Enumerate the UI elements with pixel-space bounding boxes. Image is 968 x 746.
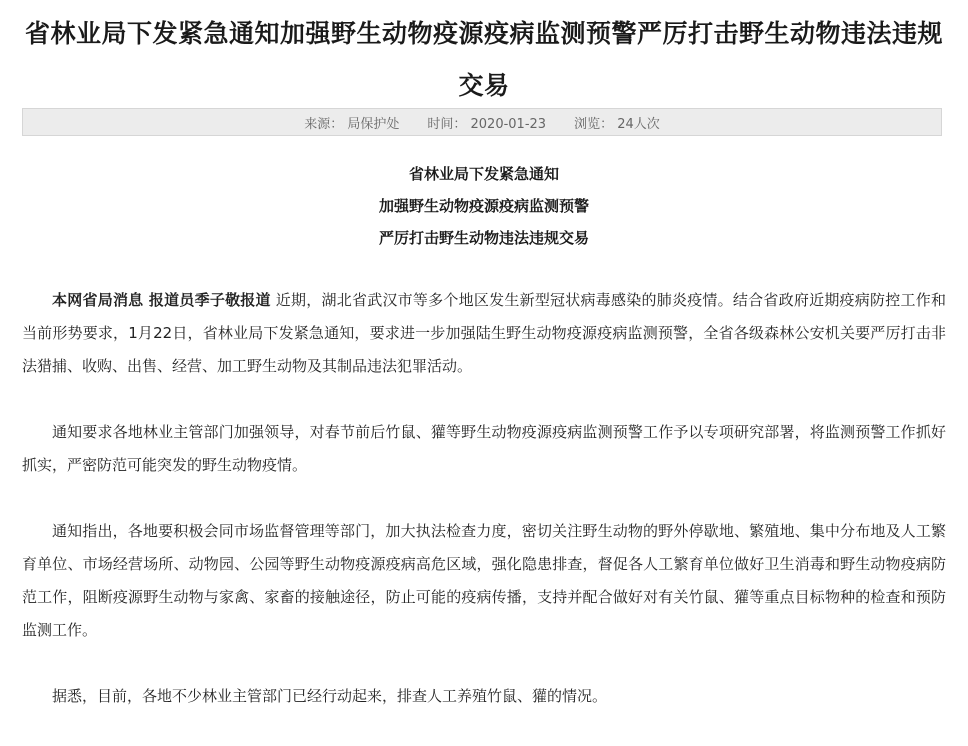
paragraph-text: 通知指出，各地要积极会同市场监督管理等部门，加大执法检查力度，密切关注野生动物的野外停歇地、繁殖地、集中分布地及人工繁育单位、市场经营场所、动物园、公园等野生动物疫源疫病高危区域，强化隐患排查，督促各人工繁育单位做好卫生消毒和野生动物疫病防范工作，阻断疫源野生动物与家禽、家畜的接触途径，防止可能的疫病传播，支持并配合做好对有关竹鼠、獾等重点目标物种的检查和预防监测工作。 bbox=[22, 522, 946, 639]
article-body bbox=[22, 284, 946, 746]
paragraph-text: 近期，湖北省武汉市等多个地区发生新型冠状病毒感染的肺炎疫情。结合省政府近期疫病防控工作和当前形势要求，1月22日，省林业局下发紧急通知，要求进一步加强陆生野生动物疫源疫病监测预警，全省各级森林公安机关要严厉打击非法猎捕、收购、出售、经营、加工野生动物及其制品违法犯罪活动。 bbox=[22, 291, 946, 375]
article-paragraph bbox=[22, 416, 946, 482]
meta-source: 来源： 局保护处 bbox=[304, 116, 400, 132]
byline: 本网省局消息 报道员季子敬报道 bbox=[52, 291, 271, 309]
subtitle-line: 省林业局下发紧急通知 bbox=[408, 165, 559, 183]
subtitle-line: 严厉打击野生动物违法违规交易 bbox=[378, 229, 589, 247]
subtitle-line: 加强野生动物疫源疫病监测预警 bbox=[378, 197, 589, 215]
paragraph-text: 通知要求各地林业主管部门加强领导，对春节前后竹鼠、獾等野生动物疫源疫病监测预警工作予以专项研究部署，将监测预警工作抓好抓实，严密防范可能突发的野生动物疫情。 bbox=[22, 423, 946, 474]
meta-time: 时间： 2020-01-23 bbox=[427, 116, 547, 132]
article-subtitle-block bbox=[0, 158, 968, 254]
article-paragraph bbox=[22, 284, 946, 383]
meta-views: 浏览： 24人次 bbox=[574, 116, 660, 132]
article-meta-bar bbox=[22, 108, 942, 136]
article-paragraph bbox=[22, 680, 946, 713]
page-title: 省林业局下发紧急通知加强野生动物疫源疫病监测预警严厉打击野生动物违法违规交易 bbox=[24, 19, 943, 100]
paragraph-text: 据悉，目前，各地不少林业主管部门已经行动起来，排查人工养殖竹鼠、獾的情况。 bbox=[52, 687, 608, 705]
article-paragraph bbox=[22, 515, 946, 647]
